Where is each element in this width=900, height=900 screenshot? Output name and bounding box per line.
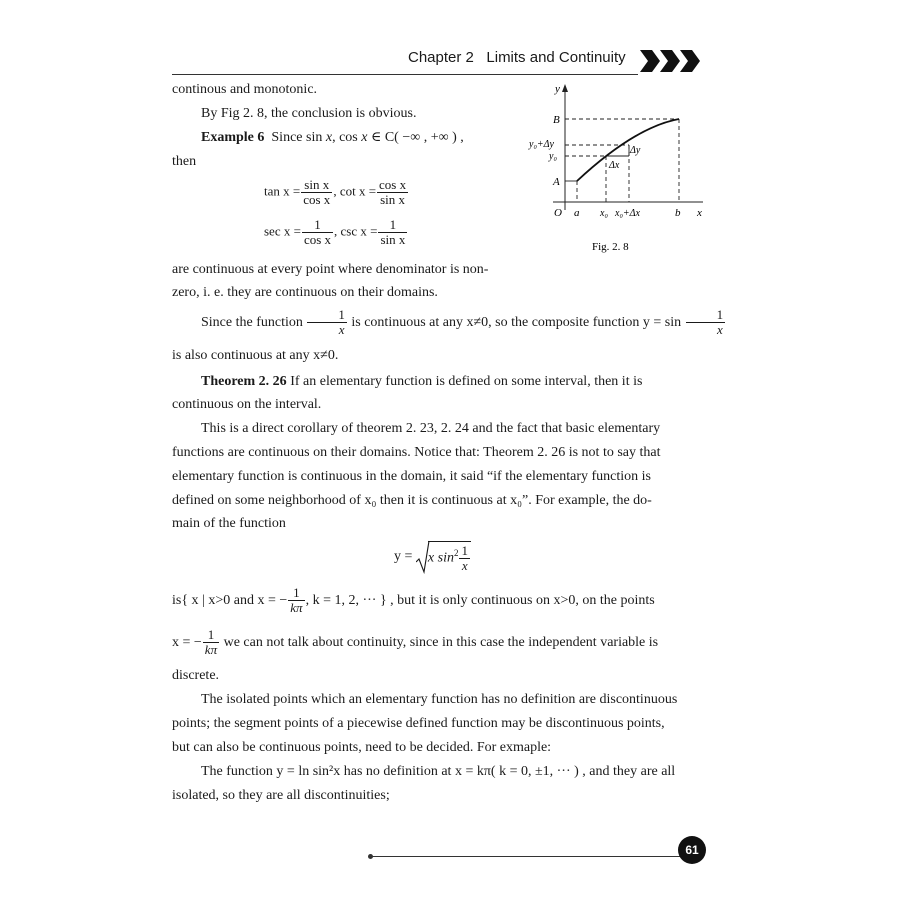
text-line: The isolated points which an elementary function has no definition are discontinuous — [201, 692, 678, 707]
label-y0: y₀ — [549, 151, 557, 162]
label-a: a — [574, 207, 580, 219]
text-line: then — [172, 154, 197, 169]
text-line: but can also be continuous points, need to be decided. For exmaple: — [172, 740, 552, 755]
equation-tan-cot: tan x = $\frac{\text{sin x}}{\text{cos x}}$ , cot x = $\frac{\text{cos x}}{\text{sin x}}$ — [264, 177, 407, 207]
text-line: discrete. — [172, 668, 220, 683]
label-x0: x₀ — [600, 208, 608, 219]
label-dx: Δx — [609, 160, 620, 171]
text-line: continuous on the interval. — [172, 397, 322, 412]
domain-line: is{ x | x>0 and x = − $\frac{1}{k\pi}$ , k = 1, 2, ··· } , but it is only continuous on x>0, on the points — [172, 585, 655, 616]
text-line: defined on some neighborhood of x₀ then it is continuous at x₀”. For example, the do- — [172, 493, 652, 508]
text-line: functions are continuous on their domains. Notice that: Theorem 2. 26 is not to say that — [172, 445, 661, 460]
theorem-2-26: Theorem 2. 26 If an elementary function is defined on some interval, then it is — [201, 374, 643, 389]
theorem-label: Theorem 2. 26 — [201, 374, 287, 389]
running-header — [408, 49, 626, 66]
text-line: isolated, so they are all discontinuities; — [172, 788, 390, 803]
label-y-axis: y — [555, 83, 560, 95]
label-B: B — [553, 114, 560, 126]
points-line: x = − $\frac{1}{k\pi}$ we can not talk about continuity, since in this case the independent variable is — [172, 627, 659, 658]
text-line: zero, i. e. they are continuous on their domains. — [172, 285, 438, 300]
label-A: A — [553, 176, 560, 188]
header-rule — [172, 74, 638, 75]
footer-dot — [368, 854, 373, 859]
label-x-axis: x — [697, 207, 702, 219]
example-label: Example 6 — [201, 130, 265, 145]
chapter-label: Chapter 2 — [408, 49, 474, 66]
text-line: By Fig 2. 8, the conclusion is obvious. — [201, 106, 417, 121]
footer-rule — [370, 856, 680, 857]
chevron-arrows-icon — [636, 44, 708, 78]
label-b: b — [675, 207, 681, 219]
label-x0-plus-dx: x₀+Δx — [615, 208, 640, 219]
equation-sqrt: y = x $\sin^2$ $\frac{1}{x}$ — [394, 540, 471, 576]
text-line: are continuous at every point where denominator is non- — [172, 262, 489, 277]
text-line: is also continuous at any x≠0. — [172, 348, 339, 363]
since-line: Since the function $\frac{1}{x}$ is continuous at any x≠0, so the composite function y = sin $\frac{1}{x}$ — [201, 307, 724, 338]
text-line: elementary function is continuous in the domain, it said “if the elementary function is — [172, 469, 651, 484]
text-line: This is a direct corollary of theorem 2. 23, 2. 24 and the fact that basic elementary — [201, 421, 661, 436]
text-line: points; the segment points of a piecewise defined function may be discontinuous points, — [172, 716, 665, 731]
label-origin: O — [554, 207, 562, 219]
label-y0-plus-dy: y₀+Δy — [529, 139, 554, 150]
text-line: continous and monotonic. — [172, 82, 318, 97]
text-line: The function y = ln sin²x has no definition at x = kπ( k = 0, ±1, ··· ) , and they are all — [201, 764, 676, 779]
label-dy: Δy — [630, 145, 641, 156]
chapter-title: Limits and Continuity — [486, 49, 626, 66]
figure-caption: Fig. 2. 8 — [592, 241, 629, 253]
example-6-line: Example 6 Since sin x, cos x ∈ C( −∞ , +∞ ) , — [201, 130, 464, 145]
page-number: 61 — [678, 836, 706, 864]
equation-sec-csc: sec x = $\frac{1}{\text{cos x}}$ , csc x = $\frac{1}{\text{sin x}}$ — [264, 217, 406, 247]
text-line: main of the function — [172, 516, 286, 531]
